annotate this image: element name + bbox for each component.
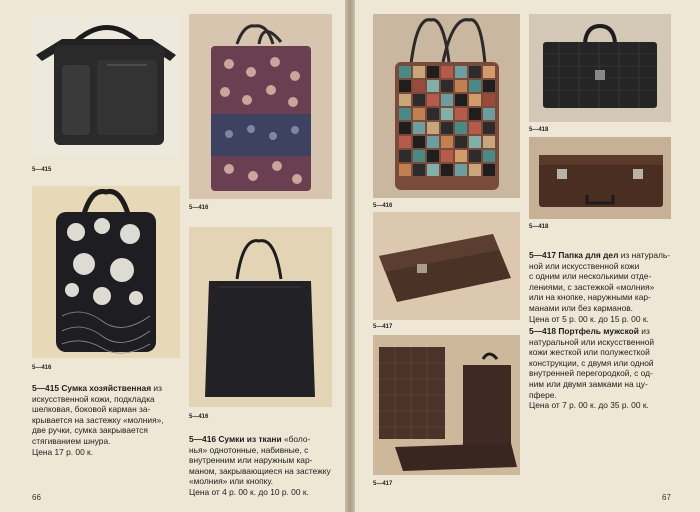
floral-bag-illustration: [189, 14, 332, 199]
item-price: Цена от 4 р. 00 к. до 10 р. 00 к.: [189, 486, 309, 497]
item-text-line: «молния» или кнопку.: [189, 476, 274, 487]
item-text-line: крывается на застежку «молния»,: [32, 414, 164, 425]
item-code: 5—416: [189, 434, 217, 444]
item-price: Цена 17 р. 00 к.: [32, 446, 94, 457]
item-text-line: с одним или несколькими отде-: [529, 271, 652, 282]
item-text-line: лениями, с застежкой «молния»: [529, 281, 655, 292]
photo-quilted-floral-bag: [32, 186, 180, 358]
photo-label: 5—416: [32, 365, 52, 371]
item-code: 5—417: [529, 250, 557, 260]
black-bag-illustration: [189, 227, 332, 407]
briefcase-illustration: [529, 14, 671, 122]
item-text-line: из натураль-: [620, 250, 671, 260]
textured-folders-illustration: [373, 335, 520, 475]
leather-bag-illustration: [32, 15, 180, 157]
item-title: Папка для дел: [558, 250, 619, 260]
item-text-line: из: [153, 383, 162, 393]
photo-textured-folders: [373, 335, 520, 475]
item-title: Портфель мужской: [558, 326, 639, 336]
item-title: Сумки из ткани: [218, 434, 282, 444]
photo-label: 5—418: [529, 127, 549, 133]
item-description-415: [32, 383, 180, 457]
photo-label: 5—416: [189, 205, 209, 211]
item-text-line: внутренним или наружным кар-: [189, 455, 313, 466]
page-number-right: 67: [662, 493, 671, 502]
photo-floral-fabric-bag: [189, 14, 332, 199]
photo-label: 5—416: [373, 203, 393, 209]
item-text-line: маном, закрывающиеся на застежку: [189, 465, 331, 476]
photo-rigid-case: [529, 137, 671, 219]
item-text-line: пфере.: [529, 389, 557, 400]
item-price: Цена от 5 р. 00 к. до 15 р. 00 к.: [529, 313, 649, 324]
photo-patchwork-bag: [373, 14, 520, 198]
item-text-line: кожи жесткой или полужесткой: [529, 347, 650, 358]
photo-label: 5—416: [189, 414, 209, 420]
item-text-line: шелковая, боковой карман за-: [32, 404, 151, 415]
photo-label: 5—418: [529, 224, 549, 230]
item-text-line: или на кнопке, наружными кар-: [529, 292, 651, 303]
photo-label: 5—415: [32, 167, 52, 173]
item-description-417: [529, 250, 675, 324]
item-text-line: внутренней перегородкой, с од-: [529, 368, 653, 379]
photo-black-fabric-bag: [189, 227, 332, 407]
rigid-case-illustration: [529, 137, 671, 219]
book-gutter: [345, 0, 355, 512]
item-price: Цена от 7 р. 00 к. до 35 р. 00 к.: [529, 400, 649, 411]
item-text-line: стягиванием шнура.: [32, 435, 111, 446]
item-text-line: нья» однотонные, набивные, с: [189, 444, 309, 455]
photo-brown-folder: [373, 212, 520, 320]
item-description-416: [189, 434, 335, 498]
photo-leather-shopping-bag: [32, 15, 180, 157]
item-text-line: две ручки, сумка закрывается: [32, 425, 148, 436]
item-text-line: конструкции, с двумя или одной: [529, 357, 654, 368]
item-code: 5—418: [529, 326, 557, 336]
photo-label: 5—417: [373, 324, 393, 330]
photo-label: 5—417: [373, 481, 393, 487]
item-text-line: натуральной или искусственной: [529, 336, 655, 347]
patchwork-bag-illustration: [373, 14, 520, 198]
item-text-line: из: [641, 326, 650, 336]
item-text-line: ной или искусственной кожи: [529, 260, 640, 271]
item-text-line: ним или двумя замками на цу-: [529, 378, 648, 389]
quilted-bag-illustration: [32, 186, 180, 358]
item-text-line: искусственной кожи, подкладка: [32, 393, 155, 404]
photo-crocodile-briefcase: [529, 14, 671, 122]
item-text-line: «боло-: [283, 434, 311, 444]
page-number-left: 66: [32, 493, 41, 502]
item-description-418: [529, 326, 675, 411]
item-title: Сумка хозяйственная: [61, 383, 152, 393]
item-text-line: манами или без карманов.: [529, 302, 634, 313]
item-code: 5—415: [32, 383, 60, 393]
folder-illustration: [373, 212, 520, 320]
